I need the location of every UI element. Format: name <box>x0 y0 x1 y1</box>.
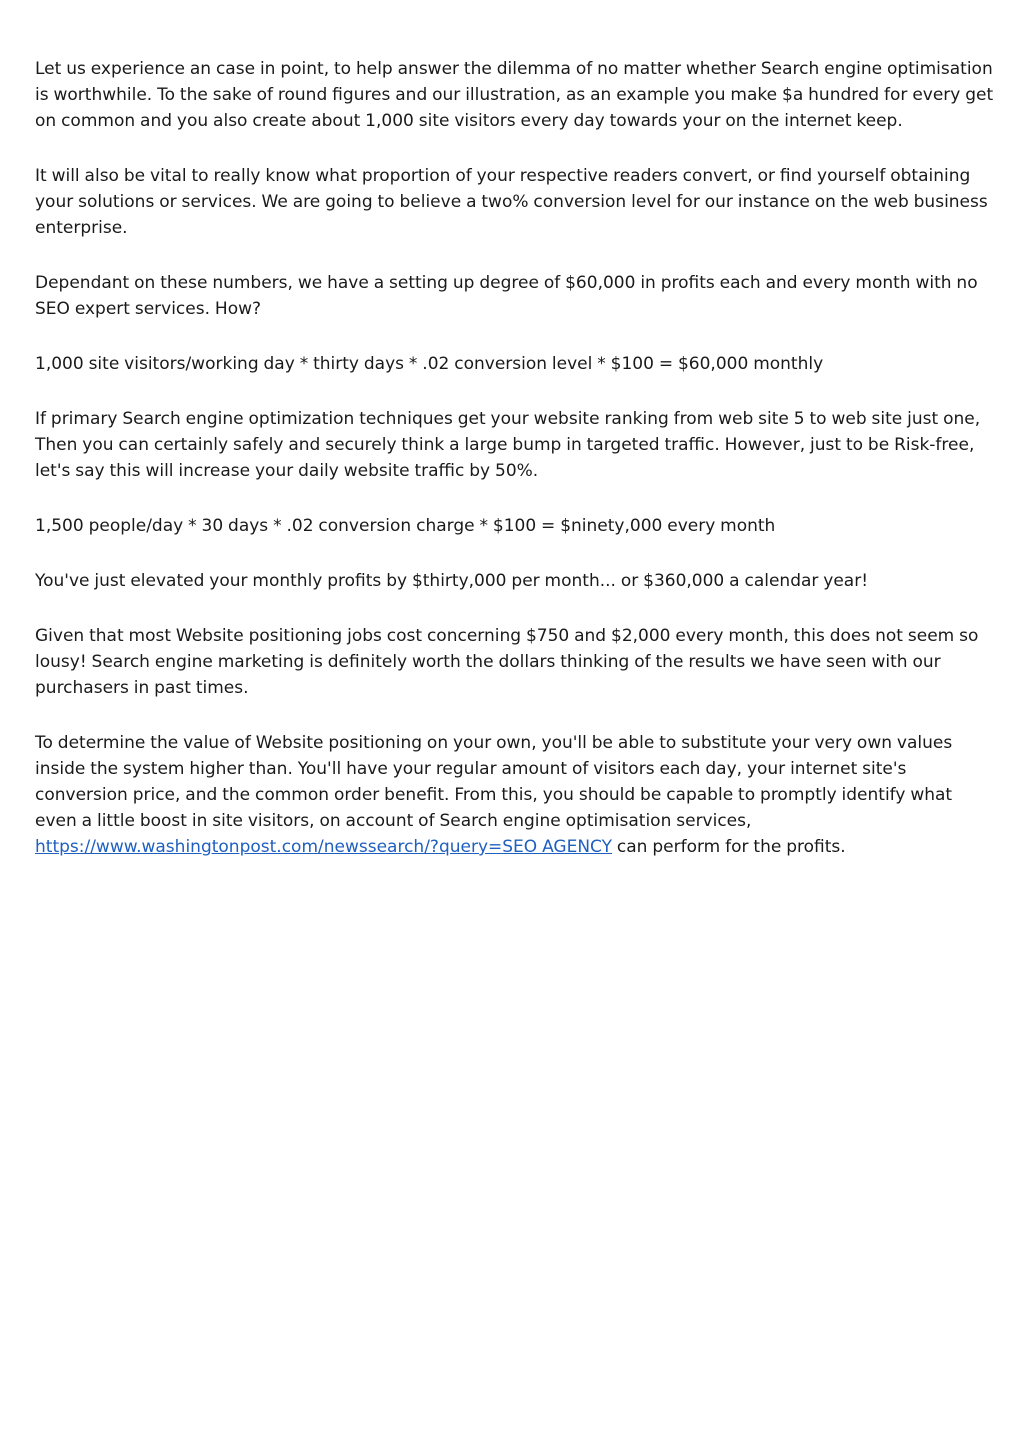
paragraph-7: You've just elevated your monthly profits by $thirty,000 per month... or $360,000 a calendar year! <box>35 571 869 591</box>
paragraph-1: Let us experience an case in point, to help answer the dilemma of no matter whether Search engine optimisation is worthwhile. To the sake of round figures and our illustration, as an example you make $a hundred for every get on common and you also create about 1,000 site visitors every day towards your on the internet keep. <box>35 59 994 131</box>
paragraph-9-text-before: To determine the value of Website positioning on your own, you'll be able to substitute your very own values inside the system higher than. You'll have your regular amount of visitors each day, your internet site's conversion price, and the common order benefit. From this, you should be capable to promptly identify what even a little boost in site visitors, on account of Search engine optimisation services, <box>35 733 953 831</box>
formula-current: 1,000 site visitors/working day * thirty days * .02 conversion level * $100 = $60,000 monthly <box>35 354 824 374</box>
paragraph-2: It will also be vital to really know what proportion of your respective readers convert, or find yourself obtaining your solutions or services. We are going to believe a two% conversion level for our instance on the web business enterprise. <box>35 166 988 238</box>
formula-improved: 1,500 people/day * 30 days * .02 conversion charge * $100 = $ninety,000 every month <box>35 516 776 536</box>
paragraph-8: Given that most Website positioning jobs cost concerning $750 and $2,000 every month, this does not seem so lousy! Search engine marketing is definitely worth the dollars thinking of the results we have seen with our purchasers in past times. <box>35 626 979 698</box>
paragraph-5: If primary Search engine optimization techniques get your website ranking from web site 5 to web site just one, Then you can certainly safely and securely think a large bump in targeted traffic. However, just to be Risk-free, let's say this will increase your daily website traffic by 50%. <box>35 409 981 481</box>
paragraph-9-text-after: can perform for the profits. <box>612 837 846 857</box>
washingtonpost-link[interactable]: https://www.washingtonpost.com/newssearch/?query=SEO AGENCY <box>35 837 612 857</box>
paragraph-3: Dependant on these numbers, we have a setting up degree of $60,000 in profits each and every month with no SEO expert services. How? <box>35 273 978 319</box>
paragraph-9 <box>35 730 995 860</box>
document-body <box>35 56 995 889</box>
